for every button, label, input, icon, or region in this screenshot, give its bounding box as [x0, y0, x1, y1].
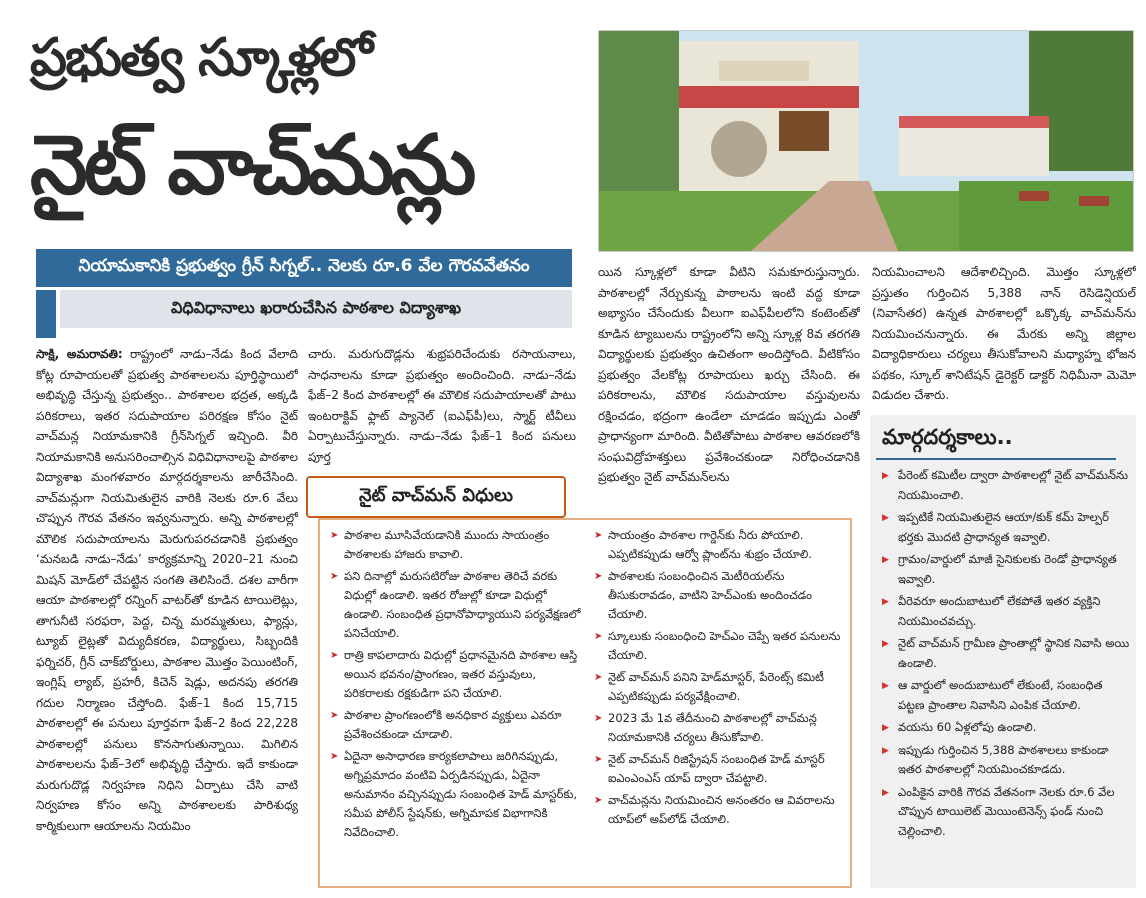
article-col2-text: చారు. మరుగుదొడ్లను శుభ్రపరిచేందుకు రసాయనాలు, సాధనాలను కూడా ప్రభుత్వం అందించింది. నాడు–నేడు ఫేజ్–2 కింద పాఠశాలల్లో ఈ మౌలిక సదుపాయాలతో పాటు ఇంటరాక్టివ్ ఫ్లాట్ ప్యానెల్ (ఐఎఫ్‌పీ)లు, స్మార్ట్ టీవీలు ఏర్పాటుచేస్తున్నారు. నాడు–నేడు ఫేజ్–1 కింద పనులు పూర్త — [308, 347, 576, 464]
guideline-item: ▶ వీరెవరూ అందుబాటులో లేకపోతే ఇతర వ్యక్తిని నియమించవచ్చు. — [882, 592, 1130, 631]
rule-item: ➤ సాయంత్రం పాఠశాల గార్డెన్‌కు నీరు పోయాలి. ఎప్పటికప్పుడు ఆర్వో ప్లాంట్‌ను శుభ్రం చేయాలి. — [594, 526, 844, 564]
rule-item: ➤ పాఠశాల మూసివేయడానికి ముందు సాయంత్రం పాఠశాలకు హాజరు కావాలి. — [330, 526, 582, 564]
rules-right-list — [594, 526, 844, 882]
article-col3-text: యిన స్కూళ్లలో కూడా వీటిని సమకూరుస్తున్నారు. పాఠశాలల్లో నేర్చుకున్న పాఠాలను ఇంటి వద్ద కూడా అభ్యాసం చేసేందుకు వీలుగా ఐఎఫ్‌పీలలోని కంటెంట్‌తో కూడిన ట్యాబులను రాష్ట్రంలోని అన్ని స్కూళ్ల 8వ తరగతి విద్యార్థులకు ప్రభుత్వం ఉచితంగా అందిస్తోంది. వీటికోసం ప్రభుత్వం వేలకోట్ల రూపాయలు ఖర్చు చేసింది. ఈ పరికరాలను, మౌలిక సదుపాయాల వస్తువులను రక్షించడం, భద్రంగా ఉండేలా చూడడం ఇప్పుడు ఎంతో ప్రాధాన్యంగా మారింది. వీటితోపాటు పాఠశాల ఆవరణలోకి సంఘవిద్రోహశక్తులు ప్రవేశించకుండా నిరోధించడానికి ప్రభుత్వం నైట్ వాచ్‌మన్‌లను — [598, 265, 860, 484]
rule-item: ➤ పాఠశాలకు సంబంధించిన మెటీరియల్‌ను తీసుకురావడం, వాటిని హెచ్ఎంకు అందించడం చేయాలి. — [594, 567, 844, 624]
article-column-4 — [872, 262, 1136, 406]
guideline-item: ▶ ఇప్పుడు గుర్తించిన 5,388 పాఠశాలలు కాకుండా ఇతర పాఠశాలల్లో నియమించకూడదు. — [882, 741, 1130, 780]
article-column-2 — [308, 344, 576, 466]
rule-item: ➤ పని దినాల్లో మరుసటిరోజు పాఠశాల తెరిచే వరకు విధుల్లో ఉండాలి. ఇతర రోజుల్లో కూడా విధుల్లో ఉండాలి. సంబంధిత ప్రధానోపాధ్యాయుని పర్యవేక్షణలో పనిచేయాలి. — [330, 567, 582, 643]
guideline-item: ▶ నైట్ వాచ్‌మన్ గ్రామీణ ప్రాంతాల్లో స్థానిక నివాసి అయి ఉండాలి. — [882, 634, 1130, 673]
rule-item: ➤ స్కూలుకు సంబంధించి హెచ్ఎం చెప్పే ఇతర పనులను చేయాలి. — [594, 627, 844, 665]
guideline-item: ▶ గ్రామం/వార్డులో మాజీ సైనికులకు రెండో ప్రాధాన్యత ఇవ్వాలి. — [882, 550, 1130, 589]
subhead-secondary: విధివిధానాలు ఖరారుచేసిన పాఠశాల విద్యాశాఖ — [60, 290, 572, 328]
guideline-item: ▶ వయసు 60 ఏళ్లలోపు ఉండాలి. — [882, 718, 1130, 738]
headline-line2: నైట్ వాచ్‌మన్లు — [30, 118, 473, 213]
school-building-image — [599, 31, 1134, 252]
rules-left-list — [330, 526, 582, 882]
rule-item: ➤ వాచ్‌మన్లను నియమించిన అనంతరం ఆ వివరాలను యాప్‌లో అప్‌లోడ్ చేయాలి. — [594, 791, 844, 829]
rule-item: ➤ నైట్ వాచ్‌మన్ పనిని హెడ్‌మాస్టర్, పేరెంట్స్ కమిటీ ఎప్పటికప్పుడు పర్యవేక్షించాలి. — [594, 668, 844, 706]
rule-item: ➤ రాత్రి కాపలాదారు విధుల్లో ప్రధానమైనది పాఠశాల ఆస్తి అయిన భవనం/ప్రాంగణం, ఇతర వస్తువులు, పరికరాలకు రక్షకుడిగా పని చేయాలి. — [330, 646, 582, 703]
guideline-item: ▶ ఆ వార్డులో అందుబాటులో లేకుంటే, సంబంధిత పట్టణ ప్రాంతాల నివాసిని ఎంపిక చేయాలి. — [882, 676, 1130, 715]
dateline: సాక్షి, అమరావతి: — [36, 347, 123, 361]
guideline-item: ▶ ఎంపికైన వారికి గౌరవ వేతనంగా నెలకు రూ.6 వేల చొప్పున టాయిలెట్ మెయింటెనెన్స్ ఫండ్ నుంచి చెల్లించాలి. — [882, 783, 1130, 842]
headline-line1: ప్రభుత్వ స్కూళ్లలో — [30, 28, 372, 88]
subhead-accent-bar — [36, 290, 56, 338]
rule-item: ➤ 2023 మే 1వ తేదీనుంచి పాఠశాలల్లో వాచ్‌మన్ల నియామకానికి చర్యలు తీసుకోవాలి. — [594, 709, 844, 747]
article-column-1 — [36, 344, 298, 892]
rule-item: ➤ ఏదైనా అసాధారణ కార్యకలాపాలు జరిగినప్పుడు, అగ్నిప్రమాదం వంటివి ఏర్పడినప్పుడు, ఏదైనా అనుమానం వచ్చినప్పుడు సంబంధిత హెడ్ మాస్టర్‌కు, సమీప పోలీస్ స్టేషన్‌కు, అగ్నిమాపక విభాగానికి నివేదించాలి. — [330, 747, 582, 842]
guidelines-title: మార్గదర్శకాలు.. — [876, 420, 1076, 460]
rule-item: ➤ నైట్ వాచ్‌మన్ రిజిస్ట్రేషన్ సంబంధిత హెడ్ మాస్టర్ ఐఎంఎంఎస్ యాప్ ద్వారా చేపట్టాలి. — [594, 750, 844, 788]
article-column-3 — [598, 262, 860, 508]
subhead-primary: నియామకానికి ప్రభుత్వం గ్రీన్ సిగ్నల్.. నెలకు రూ.6 వేల గౌరవవేతనం — [36, 249, 572, 287]
guideline-item: ▶ పేరెంట్ కమిటీల ద్వారా పాఠశాలల్లో నైట్ వాచ్‌మన్‌ను నియమించాలి. — [882, 466, 1130, 505]
rule-item: ➤ పాఠశాల ప్రాంగణంలోకి అనధికార వ్యక్తులు ఎవరూ ప్రవేశించకుండా చూడాలి. — [330, 706, 582, 744]
guidelines-list — [882, 466, 1130, 884]
guideline-item: ▶ ఇప్పటికే నియమితులైన ఆయా/కుక్ కమ్ హెల్పర్ భర్తకు మొదటి ప్రాధాన్యత ఇవ్వాలి. — [882, 508, 1130, 547]
article-col1-text: రాష్ట్రంలో నాడు–నేడు కింద వేలాది కోట్ల రూపాయలతో ప్రభుత్వ పాఠశాలలను పూర్తిస్థాయిలో అభివృద్ధి చేస్తున్న ప్రభుత్వం.. పాఠశాలల భద్రత, అక్కడి పరికరాలు, ఇతర సదుపాయాల పరిరక్షణ కోసం నైట్ వాచ్‌మన్ల నియామకానికి గ్రీన్‌సిగ్నల్ ఇచ్చింది. వీరి నియామకానికి అనుసరించాల్సిన విధివిధానాలపై పాఠశాల విద్యాశాఖ మంగళవారం మార్గదర్శకాలను జారీచేసింది. వాచ్‌మన్లుగా నియమితులైన వారికి నెలకు రూ.6 వేలు చొప్పున గౌరవ వేతనం ఇవ్వనున్నారు. అన్ని పాఠశాలల్లో మౌలిక సదుపాయాలను మెరుగుపరచడానికి ప్రభుత్వం ‘మనబడి నాడు–నేడు’ కార్యక్రమాన్ని 2020–21 నుంచి మిషన్ మోడ్‌లో చేపట్టిన సంగతి తెలిసిందే. దశల వారీగా ఆయా పాఠశాలల్లో రన్నింగ్ వాటర్‌తో కూడిన టాయిలెట్లు, తాగునీటి సరఫరా, పెద్ద, చిన్న మరమ్మతులు, ఫ్యాన్లు, ట్యూబ్ లైట్లతో విద్యుదీకరణ, విద్యార్థులు, సిబ్బందికి ఫర్నిచర్, గ్రీన్ చాక్‌బోర్డులు, పాఠశాల మొత్తం పెయింటింగ్, ఇంగ్లిష్ ల్యాబ్, ప్రహరీ, కిచెన్ షెడ్లు, అదనపు తరగతి గదుల నిర్మాణం చేస్తోంది. ఫేజ్–1 కింద 15,715 పాఠశాలల్లో ఈ పనులు పూర్తవగా ఫేజ్–2 కింద 22,228 పాఠశాలల్లో పనులు కొనసాగుతున్నాయి. మిగిలిన పాఠశాలలను ఫేజ్–3లో అభివృద్ధి చేస్తారు. ఇదే కాకుండా మరుగుదొడ్ల నిర్వహణ నిధిని ఏర్పాటు చేసి వాటి నిర్వహణ కోసం అన్ని పాఠశాలలకు పారిశుధ్య కార్మికులుగా ఆయాలను నియమిం — [36, 347, 298, 833]
rules-box-title: నైట్ వాచ్‌మన్ విధులు — [306, 476, 566, 518]
school-photo — [598, 30, 1134, 252]
article-col4-text: నియమించాలని ఆదేశాలిచ్చింది. మొత్తం స్కూళ్లలో ప్రస్తుతం గుర్తించిన 5,388 నాన్ రెసిడెన్షియల్ (నివాసేతర) ఉన్నత పాఠశాలల్లో ఒక్కొక్క వాచ్‌మన్‌ను నియమించనున్నారు. ఈ మేరకు అన్ని జిల్లాల విద్యాధికారులు చర్యలు తీసుకోవాలని మధ్యాహ్న భోజన పథకం, స్కూల్ శానిటేషన్ డైరెక్టర్ డాక్టర్ నిధిమీనా మెమో విడుదల చేశారు. — [872, 265, 1136, 402]
